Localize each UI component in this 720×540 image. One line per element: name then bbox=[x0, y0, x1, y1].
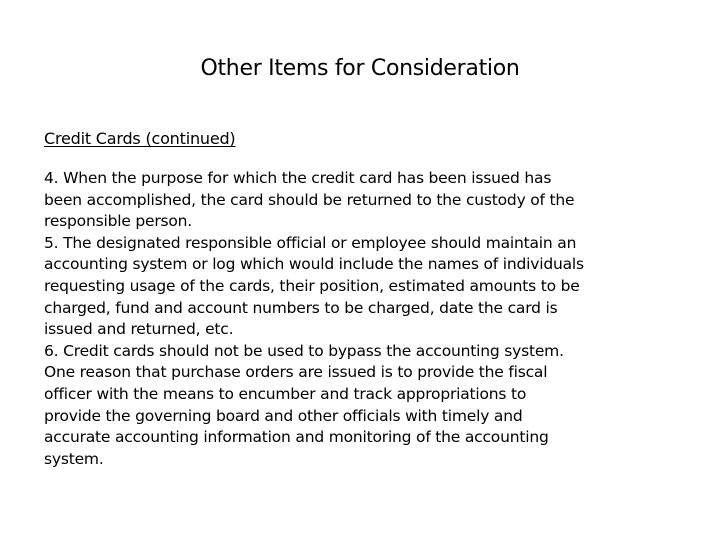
paragraph-line: charged, fund and account numbers to be charged, date the card is bbox=[44, 298, 558, 317]
paragraph-line: 4. When the purpose for which the credit card has been issued has bbox=[44, 169, 552, 187]
paragraph-line: accurate accounting information and monitoring of the accounting bbox=[44, 428, 549, 447]
paragraph-line: responsible person. bbox=[44, 212, 193, 231]
paragraph-line: provide the governing board and other officials with timely and bbox=[44, 406, 523, 425]
paragraph-line: requesting usage of the cards, their position, estimated amounts to be bbox=[44, 276, 580, 295]
section-subheading: Credit Cards (continued) bbox=[44, 129, 236, 148]
paragraph-item-6 bbox=[44, 341, 684, 471]
paragraph-line: 5. The designated responsible official or employee should maintain an bbox=[44, 233, 577, 252]
paragraph-line: officer with the means to encumber and track appropriations to bbox=[44, 384, 527, 403]
paragraph-line: 6. Credit cards should not be used to bypass the accounting system. bbox=[44, 341, 564, 360]
paragraph-line: One reason that purchase orders are issued is to provide the fiscal bbox=[44, 363, 548, 382]
slide-title: Other Items for Consideration bbox=[200, 56, 520, 81]
paragraph-line: accounting system or log which would include the names of individuals bbox=[44, 255, 584, 274]
paragraph-item-4 bbox=[44, 168, 684, 233]
paragraph-item-5 bbox=[44, 233, 684, 341]
paragraph-line: system. bbox=[44, 449, 104, 468]
slide-body bbox=[44, 168, 684, 470]
paragraph-line: been accomplished, the card should be returned to the custody of the bbox=[44, 190, 575, 209]
paragraph-line: issued and returned, etc. bbox=[44, 320, 234, 339]
